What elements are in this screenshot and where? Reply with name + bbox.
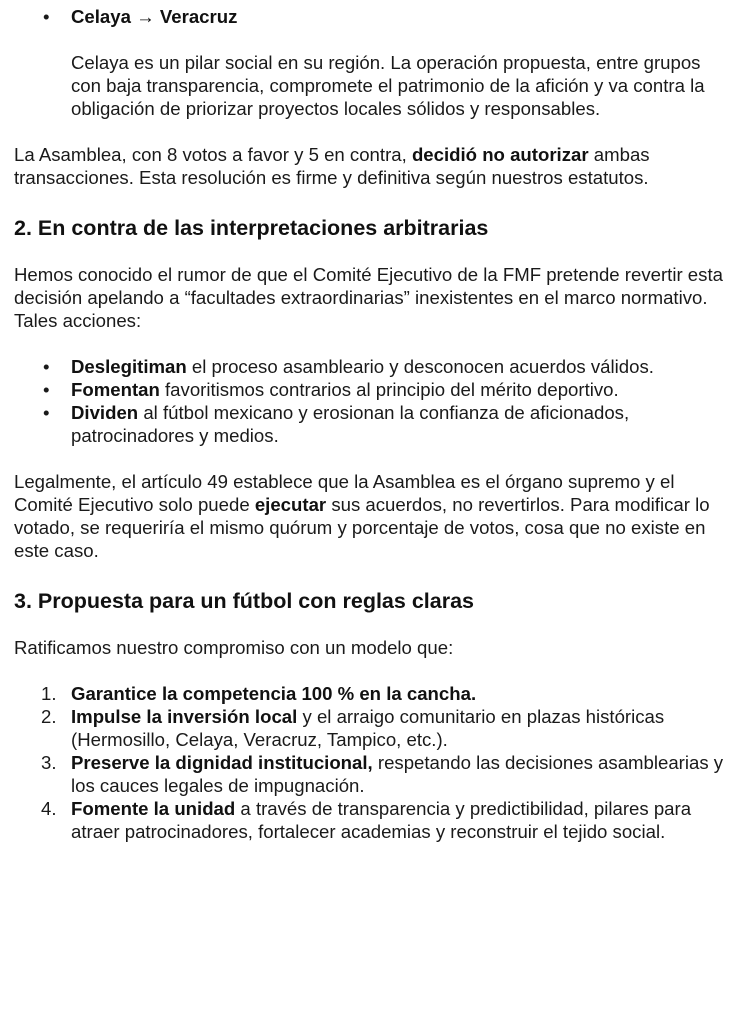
section3-intro: Ratificamos nuestro compromiso con un modelo que: bbox=[14, 637, 454, 658]
section2-intro: Hemos conocido el rumor de que el Comité Ejecutivo de la FMF pretende revertir esta decisión apelando a “facultades extraordinarias” inexistentes en el marco normativo. Tales acciones: bbox=[14, 264, 723, 331]
bullet-dot: • bbox=[43, 402, 50, 423]
list-item bbox=[14, 797, 726, 843]
list-number: 1. bbox=[41, 683, 57, 704]
document-page bbox=[14, 5, 726, 843]
list-item bbox=[14, 682, 726, 705]
list-item bbox=[14, 401, 726, 447]
list-number: 4. bbox=[41, 798, 57, 819]
bullet-dot: • bbox=[43, 6, 50, 27]
resolution-paragraph bbox=[14, 143, 726, 189]
legal-emphasis: ejecutar bbox=[254, 494, 327, 515]
resolution-emphasis: decidió no autorizar bbox=[411, 144, 589, 165]
legal-text: Legalmente, el artículo 49 establece que la Asamblea es el órgano supremo y el Comité Ejecutivo solo puede bbox=[14, 471, 675, 515]
list-item bbox=[14, 5, 726, 28]
list-item bbox=[14, 378, 726, 401]
item-text: a través de transparencia y predictibilidad, pilares para atraer patrocinadores, fortalecer academias y reconstruir el tejido social. bbox=[71, 798, 692, 842]
section-heading: 2. En contra de las interpretaciones arbitrarias bbox=[14, 216, 489, 240]
resolution-text: La Asamblea, con 8 votos a favor y 5 en contra, bbox=[14, 144, 412, 165]
bullet-text: favoritismos contrarios al principio del mérito deportivo. bbox=[159, 379, 619, 400]
list-number: 2. bbox=[41, 706, 57, 727]
item-text: y el arraigo comunitario en plazas históricas (Hermosillo, Celaya, Veracruz, Tampico, etc.). bbox=[71, 706, 665, 750]
bullet-bold: Deslegitiman bbox=[71, 356, 187, 377]
bullet-bold: Dividen bbox=[71, 402, 139, 423]
list-item bbox=[14, 355, 726, 378]
section-heading: 3. Propuesta para un fútbol con reglas claras bbox=[14, 589, 474, 613]
bullet-dot: • bbox=[43, 356, 50, 377]
section3-numbered-list bbox=[14, 682, 726, 843]
section2-bullet-list bbox=[14, 355, 726, 447]
bullet-title: Celaya → Veracruz bbox=[71, 6, 238, 27]
bullet-text: al fútbol mexicano y erosionan la confianza de aficionados, patrocinadores y medios. bbox=[71, 402, 630, 446]
item-bold: Fomente la unidad bbox=[71, 798, 236, 819]
list-item bbox=[14, 705, 726, 751]
section1-bullet-list bbox=[14, 5, 726, 28]
resolution-text-end: ambas transacciones. Esta resolución es firme y definitiva según nuestros estatutos. bbox=[14, 144, 650, 188]
legal-paragraph bbox=[14, 470, 726, 562]
item-text: respetando las decisiones asamblearias y los cauces legales de impugnación. bbox=[71, 752, 724, 796]
list-item bbox=[14, 751, 726, 797]
item-bold: Impulse la inversión local bbox=[71, 706, 298, 727]
bullet-dot: • bbox=[43, 379, 50, 400]
item-bold: Preserve la dignidad institucional, bbox=[71, 752, 373, 773]
item-bold: Garantice la competencia 100 % en la cancha. bbox=[71, 683, 477, 704]
bullet-bold: Fomentan bbox=[71, 379, 160, 400]
legal-text-end: sus acuerdos, no revertirlos. Para modificar lo votado, se requeriría el mismo quórum y porcentaje de votos, cosa que no existe en este caso. bbox=[14, 494, 710, 561]
list-number: 3. bbox=[41, 752, 57, 773]
bullet-text: el proceso asambleario y desconocen acuerdos válidos. bbox=[186, 356, 654, 377]
bullet-body-paragraph: Celaya es un pilar social en su región. La operación propuesta, entre grupos con baja transparencia, compromete el patrimonio de la afición y va contra la obligación de priorizar proyectos locales sólidos y responsables. bbox=[71, 52, 705, 119]
